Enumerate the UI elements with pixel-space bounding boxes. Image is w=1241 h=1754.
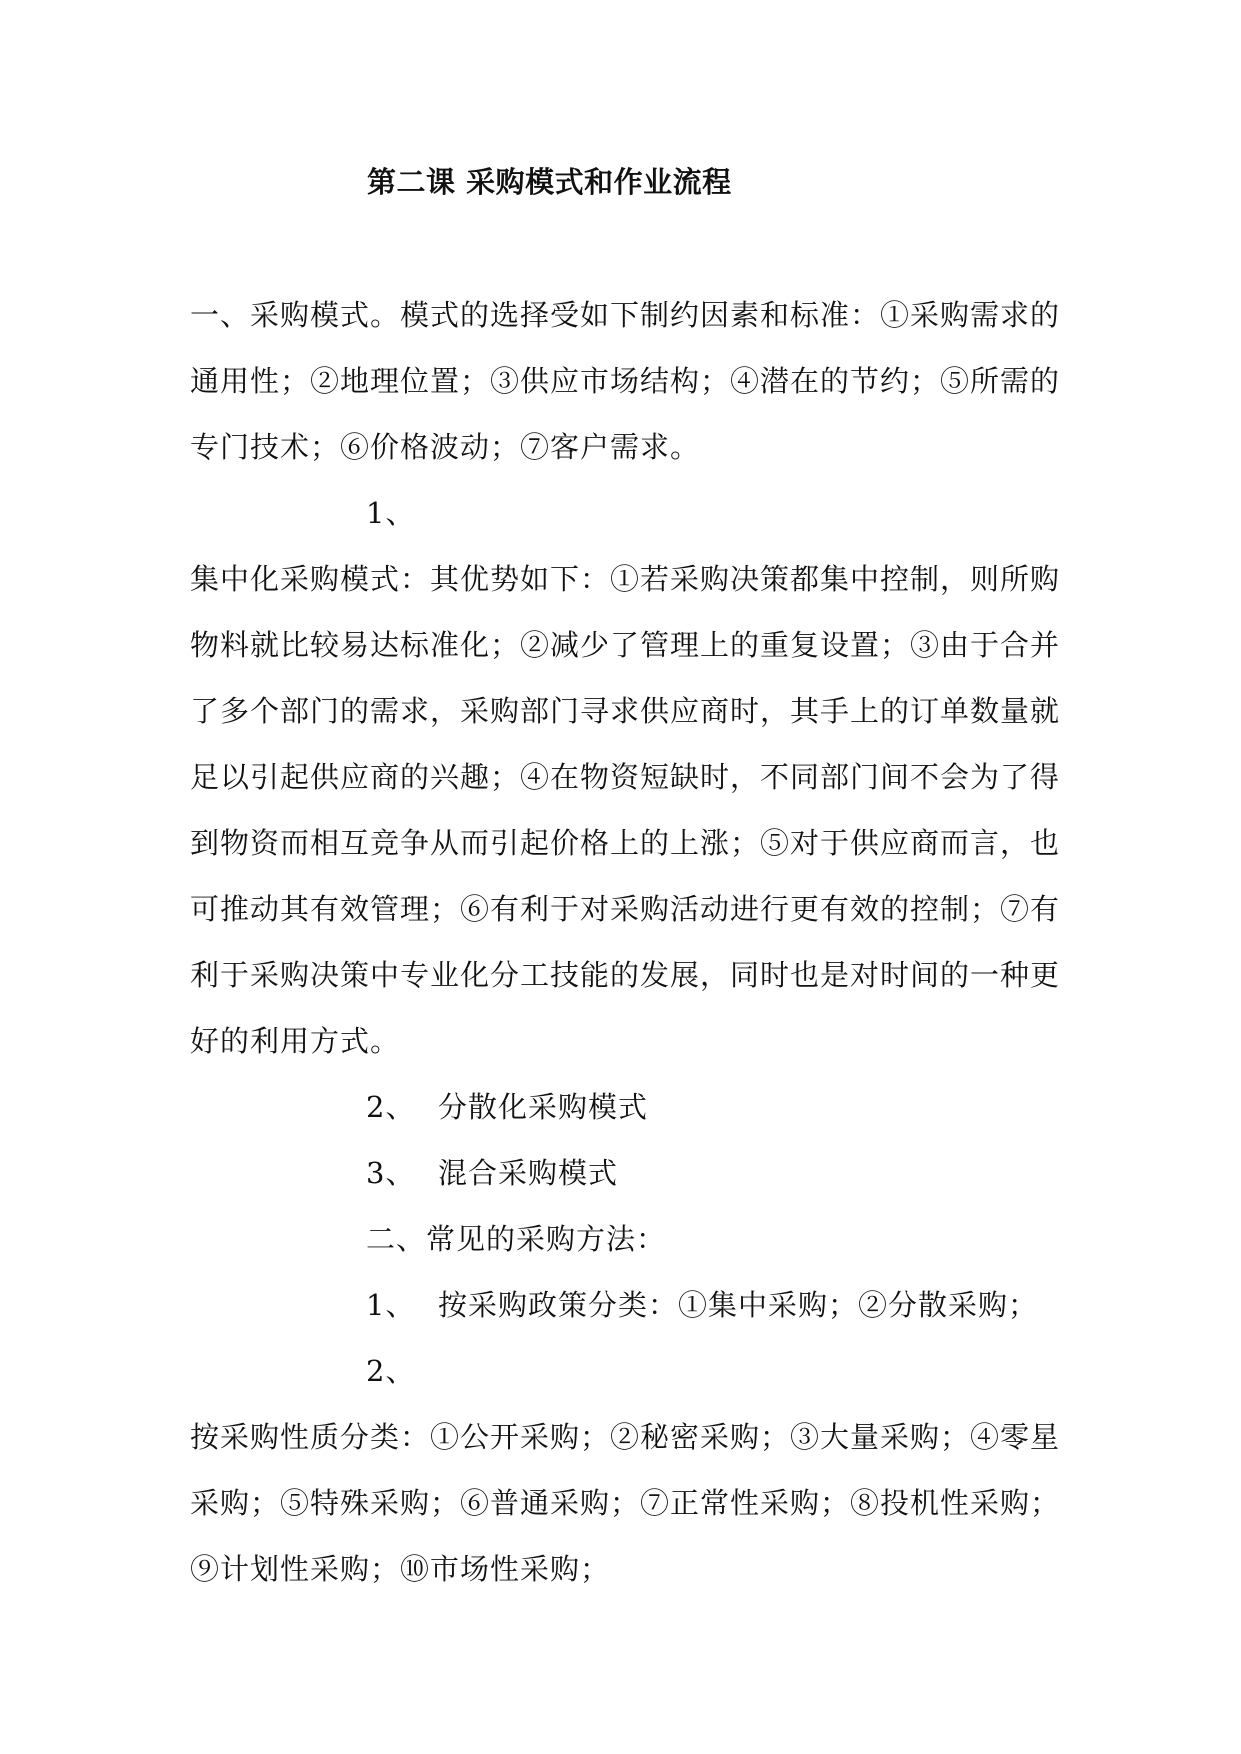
list-item [190,1150,1050,1216]
paragraph-line: 集中化采购模式：其优势如下：①若采购决策都集中控制，则所购 [190,562,1061,596]
list-number: 1、 [366,496,416,530]
paragraph-line: 好的利用方式。 [190,1024,401,1058]
paragraph-line: 按采购性质分类：①公开采购；②秘密采购；③大量采购；④零星 [190,1420,1061,1454]
paragraph-line: 可推动其有效管理；⑥有利于对采购活动进行更有效的控制；⑦有 [190,892,1061,926]
section-heading: 二、常见的采购方法： [366,1222,667,1256]
list-item-text: 分散化采购模式 [438,1090,649,1124]
page-title: 第二课 采购模式和作业流程 [367,165,732,199]
paragraph-line: 足以引起供应商的兴趣；④在物资短缺时，不同部门间不会为了得 [190,760,1061,794]
paragraph-line: 专门技术；⑥价格波动；⑦客户需求。 [190,430,701,464]
list-number: 3、 [366,1156,416,1190]
document-body [190,292,1061,1612]
paragraph-line: 通用性；②地理位置；③供应市场结构；④潜在的节约；⑤所需的 [190,364,1061,398]
list-number: 2、 [366,1090,416,1124]
list-number: 2、 [366,1354,416,1388]
paragraph-line: 采购；⑤特殊采购；⑥普通采购；⑦正常性采购；⑧投机性采购； [190,1486,1061,1520]
list-item-text: 混合采购模式 [438,1156,619,1190]
list-item [190,1084,1050,1150]
paragraph-line: ⑨计划性采购；⑩市场性采购； [190,1552,611,1586]
paragraph-line: 利于采购决策中专业化分工技能的发展，同时也是对时间的一种更 [190,958,1061,992]
paragraph-line: 了多个部门的需求，采购部门寻求供应商时，其手上的订单数量就 [190,694,1061,728]
list-item [190,1282,1050,1348]
list-number: 1、 [366,1288,416,1322]
paragraph-line: 到物资而相互竞争从而引起价格上的上涨；⑤对于供应商而言，也 [190,826,1061,860]
paragraph-line: 一、采购模式。模式的选择受如下制约因素和标准：①采购需求的 [190,298,1061,332]
list-item-text: 按采购政策分类：①集中采购；②分散采购； [438,1288,1039,1322]
paragraph-line: 物料就比较易达标准化；②减少了管理上的重复设置；③由于合并 [190,628,1061,662]
